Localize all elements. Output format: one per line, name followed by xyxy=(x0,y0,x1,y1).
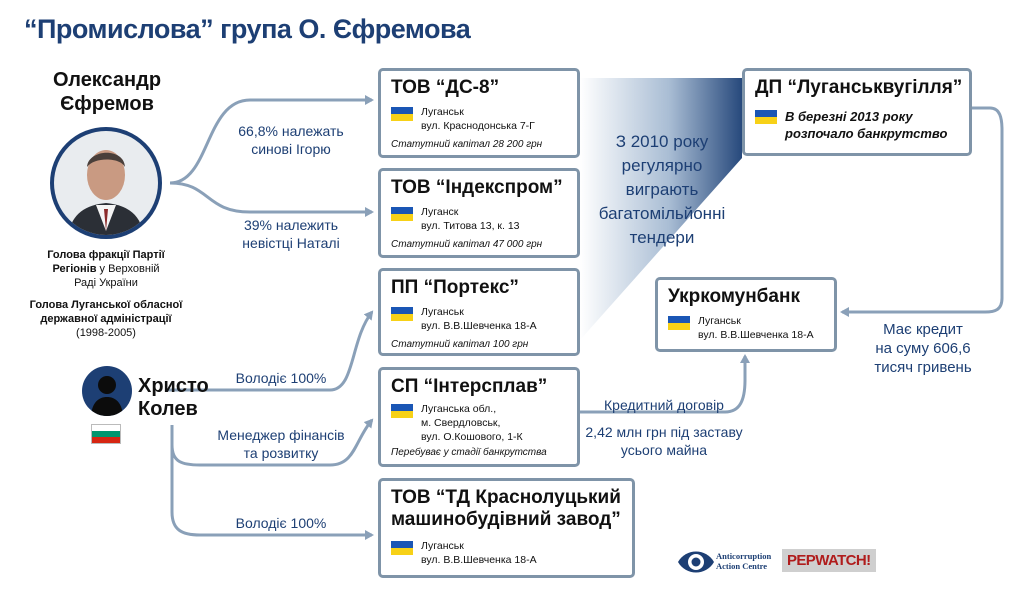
ukraine-flag-icon xyxy=(391,307,413,321)
bulgaria-flag-icon xyxy=(92,425,120,443)
ukraine-flag-icon xyxy=(391,404,413,418)
edge-label-owns-portex: Володіє 100% xyxy=(235,370,327,386)
person-second-name: Христо Колев xyxy=(138,375,209,420)
company-portex: ПП “Портекс” Луганськ вул. В.В.Шевченка 18-А Статутний капітал 100 грн xyxy=(378,268,580,356)
acc-logo: Anticorruption Action Centre xyxy=(676,542,776,582)
eye-icon xyxy=(676,542,716,582)
edge-label-owns-td: Володіє 100% xyxy=(235,515,327,531)
company-indeksprom-capital: Статутний капітал 47 000 грн xyxy=(391,239,543,250)
edge-natali xyxy=(170,183,372,212)
ukraine-flag-icon xyxy=(668,316,690,330)
company-ds8-capital: Статутний капітал 28 200 грн xyxy=(391,139,543,150)
page-title: “Промислова” група О. Єфремова xyxy=(24,14,471,44)
company-lugansk: ДП “Луганськвугілля” В березні 2013 року розпочало банкрутство xyxy=(742,68,972,156)
edge-label-manager: Менеджер фінансів та розвитку xyxy=(217,427,345,461)
company-bank-name: Укркомунбанк xyxy=(668,286,800,307)
company-lugansk-name: ДП “Луганськвугілля” xyxy=(755,77,963,98)
person-main-photo xyxy=(50,127,162,239)
person-main-caption-1: Голова фракції Партії Регіонів у Верховній Раді України xyxy=(47,249,165,289)
company-interspla-name: СП “Інтерсплав” xyxy=(391,376,548,397)
ukraine-flag-icon xyxy=(391,107,413,121)
company-indeksprom-name: ТОВ “Індекспром” xyxy=(391,177,563,198)
company-interspla-status: Перебуває у стадії банкрутства xyxy=(391,447,547,458)
company-portex-name: ПП “Портекс” xyxy=(391,277,519,298)
company-portex-capital: Статутний капітал 100 грн xyxy=(391,339,529,350)
edge-label-credit: Кредитний договір 2,42 млн грн під заставу усього майна xyxy=(585,397,743,458)
ukraine-flag-icon xyxy=(755,110,777,124)
company-bank: Укркомунбанк Луганськ вул. В.В.Шевченка 18-А xyxy=(655,277,837,352)
company-interspla: СП “Інтерсплав” Луганська обл., м. Свердловськ, вул. О.Кошового, 1-К Перебуває у стадії банкрутства xyxy=(378,367,580,467)
person-main-caption-2: Голова Луганської обласної державної адміністрації (1998-2005) xyxy=(29,299,183,339)
tenders-text: З 2010 року регулярно виграють багатомільйонні тендери xyxy=(598,132,726,247)
company-indeksprom: ТОВ “Індекспром” Луганск вул. Титова 13, к. 13 Статутний капітал 47 000 грн xyxy=(378,168,580,258)
ukraine-flag-icon xyxy=(391,207,413,221)
person-main-name: Олександр Єфремов xyxy=(52,69,162,115)
company-ds8-name: ТОВ “ДС-8” xyxy=(391,77,500,98)
company-td-name: ТОВ “ТД Краснолуцький машинобудівний завод” xyxy=(391,487,621,530)
pepwatch-logo: PEPWATCH! xyxy=(782,549,876,572)
company-ds8: ТОВ “ДС-8” Луганськ вул. Краснодонська 7-Г Статутний капітал 28 200 грн xyxy=(378,68,580,158)
edge-label-loan: Має кредит на суму 606,6 тисяч гривень xyxy=(874,321,972,376)
edge-label-igor: 66,8% належать синові Ігорю xyxy=(238,123,344,157)
company-td: ТОВ “ТД Краснолуцький машинобудівний завод” Луганськ вул. В.В.Шевченка 18-А xyxy=(378,478,635,578)
edge-label-natali: 39% належить невістці Наталі xyxy=(242,217,340,251)
ukraine-flag-icon xyxy=(391,541,413,555)
person-second-avatar xyxy=(82,366,132,416)
